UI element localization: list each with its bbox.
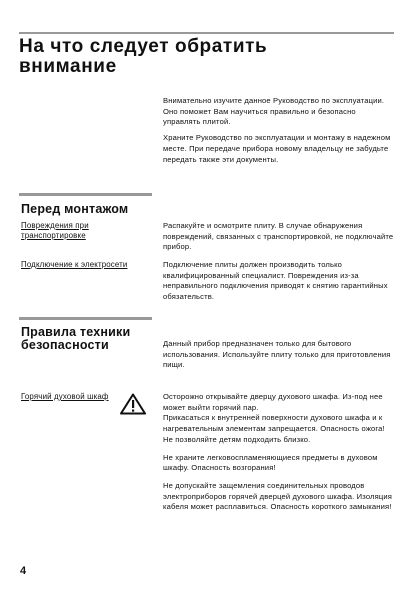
label-transport-damage: Повреждения при транспортировке: [21, 221, 89, 240]
hot-oven-paragraph-2: Не храните легковоспламеняющиеся предметы в духовом шкафу. Опасность возгорания!: [163, 452, 378, 473]
transport-damage-text: [163, 221, 395, 258]
hot-oven-paragraph-1a: Осторожно открывайте дверцу духового шкафа. Из-под нее может выйти горячий пар.: [163, 392, 383, 412]
page-title-line2: внимание: [19, 56, 117, 77]
safety-general-paragraph: Данный прибор предназначен только для бытового использования. Используйте плиту только для приготовления пищи.: [163, 339, 391, 370]
hot-oven-paragraph-1c: Не позволяйте детям подходить близко.: [163, 434, 311, 444]
section-title-install: Перед монтажом: [21, 202, 129, 216]
page-title: [19, 37, 399, 77]
warning-triangle-icon: [120, 393, 146, 415]
page-title-line1: На что следует обратить: [19, 36, 268, 57]
hot-oven-paragraph-3: Не допускайте защемления соединительных проводов электроприборов горячей дверцей духового шкафа. Изоляция кабеля может расплавиться. Опасность короткого замыкания!: [163, 480, 393, 512]
section-title-safety-line1: Правила техники: [21, 325, 131, 339]
label-hot-oven: Горячий духовой шкаф: [21, 392, 109, 401]
section-title-safety: [21, 326, 130, 352]
intro-paragraph-1: Внимательно изучите данное Руководство по эксплуатации. Оно поможет Вам научиться правильно и безопасно управлять плитой.: [163, 96, 385, 127]
label-power-connection: Подключение к электросети: [21, 260, 128, 269]
top-divider: [19, 32, 394, 34]
transport-damage-paragraph: Распакуйте и осмотрите плиту. В случае обнаружения повреждений, связанных с транспортировкой, не подключайте прибор.: [163, 221, 394, 252]
section-divider-safety: [19, 317, 152, 320]
section-divider-install: [19, 193, 152, 196]
hot-oven-text: [163, 392, 395, 518]
section-title-safety-line2: безопасности: [21, 338, 109, 352]
page-number: 4: [20, 565, 27, 577]
intro-paragraph-2: Храните Руководство по эксплуатации и монтажу в надежном месте. При передаче прибора новому владельцу не забудьте передать также эти документы.: [163, 133, 391, 164]
power-connection-text: [163, 260, 395, 308]
hot-oven-paragraph-1b: Прикасаться к внутренней поверхности духового шкафа и к нагревательным элементам запрещается. Опасность ожога!: [163, 413, 385, 434]
safety-general-text: [163, 339, 395, 376]
power-connection-paragraph: Подключение плиты должен производить только квалифицированный специалист. Повреждения из-за неправильного подключения приводят к снятию гарантийных обязательств.: [163, 260, 388, 302]
intro-section: [163, 96, 395, 170]
